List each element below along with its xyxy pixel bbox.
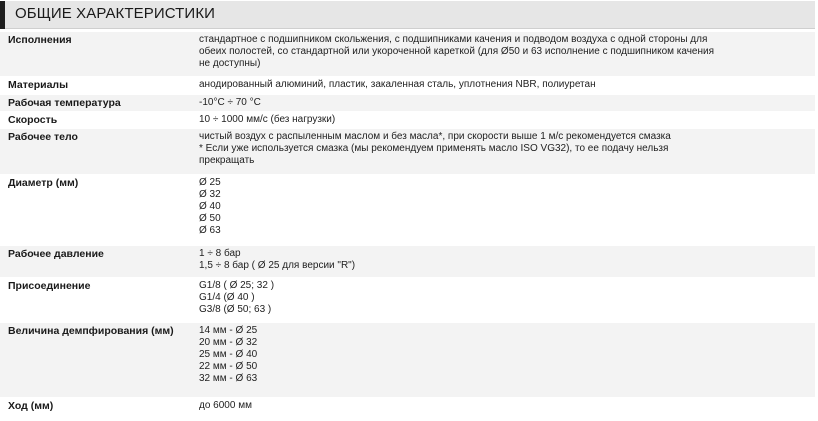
spec-value-line: анодированный алюминий, пластик, закаленная сталь, уплотнения NBR, полиуретан	[199, 79, 596, 90]
spec-value-line: обеих полостей, со стандартной или укороченной кареткой (для Ø50 и 63 исполнение с подшипником качения	[199, 46, 715, 57]
spec-label: Исполнения	[8, 34, 72, 46]
spec-row-connection	[0, 278, 815, 323]
spec-label: Присоединение	[8, 280, 91, 292]
spec-row-stroke	[0, 398, 815, 416]
spec-label: Рабочая температура	[8, 97, 121, 109]
spec-value-line: прекращать	[199, 155, 255, 166]
spec-table	[0, 32, 815, 416]
spec-label: Рабочее давление	[8, 248, 104, 260]
spec-value-line: 1,5 ÷ 8 бар ( Ø 25 для версии "R")	[199, 260, 356, 271]
spec-label: Рабочее тело	[8, 131, 78, 143]
spec-value-line: Ø 25	[199, 177, 221, 188]
spec-row-pressure	[0, 246, 815, 278]
spec-value-line: не доступны)	[199, 58, 261, 69]
spec-value-line: G1/4 (Ø 40 )	[199, 292, 255, 303]
spec-value-line: 14 мм - Ø 25	[199, 325, 258, 336]
spec-row-medium	[0, 129, 815, 175]
spec-value	[199, 280, 809, 316]
spec-value-line: 10 ÷ 1000 мм/с (без нагрузки)	[199, 114, 336, 125]
spec-value-line: -10°C ÷ 70 °C	[199, 97, 261, 108]
spec-value	[199, 325, 809, 385]
spec-value-line: 1 ÷ 8 бар	[199, 248, 241, 259]
spec-value	[199, 400, 809, 412]
spec-value	[199, 97, 809, 109]
spec-row-materials	[0, 77, 815, 95]
spec-value	[199, 177, 809, 237]
spec-value-line: Ø 63	[199, 225, 221, 236]
spec-value-line: Ø 32	[199, 189, 221, 200]
spec-value-line: стандартное с подшипником скольжения, с подшипниками качения и подводом воздуха с одной стороны для	[199, 34, 708, 45]
spec-value-line: G1/8 ( Ø 25; 32 )	[199, 280, 275, 291]
spec-value-line: до 6000 мм	[199, 400, 252, 411]
spec-label: Ход (мм)	[8, 400, 54, 412]
spec-value-line: G3/8 (Ø 50; 63 )	[199, 304, 272, 315]
section-title: ОБЩИЕ ХАРАКТЕРИСТИКИ	[15, 5, 216, 22]
spec-row-diameter	[0, 175, 815, 246]
spec-value	[199, 248, 809, 272]
spec-label: Величина демпфирования (мм)	[8, 325, 174, 337]
spec-row-versions	[0, 32, 815, 77]
spec-row-speed	[0, 112, 815, 129]
spec-value	[199, 34, 809, 70]
spec-value-line: чистый воздух с распыленным маслом и без масла*, при скорости выше 1 м/с рекомендуется смазка	[199, 131, 671, 142]
spec-value-line: 25 мм - Ø 40	[199, 349, 258, 360]
spec-value-line: Ø 40	[199, 201, 221, 212]
spec-value-line: 20 мм - Ø 32	[199, 337, 258, 348]
spec-value-line: * Если уже используется смазка (мы рекомендуем применять масло ISO VG32), то ее подачу нельзя	[199, 143, 669, 154]
spec-value	[199, 131, 809, 167]
spec-label: Скорость	[8, 114, 58, 126]
spec-row-cushioning	[0, 323, 815, 398]
spec-value	[199, 79, 809, 91]
spec-row-temperature	[0, 95, 815, 112]
spec-label: Материалы	[8, 79, 69, 91]
section-header	[0, 1, 815, 29]
header-accent-bar	[0, 1, 5, 29]
spec-label: Диаметр (мм)	[8, 177, 79, 189]
spec-value-line: 32 мм - Ø 63	[199, 373, 258, 384]
spec-value	[199, 114, 809, 126]
spec-value-line: Ø 50	[199, 213, 221, 224]
spec-value-line: 22 мм - Ø 50	[199, 361, 258, 372]
